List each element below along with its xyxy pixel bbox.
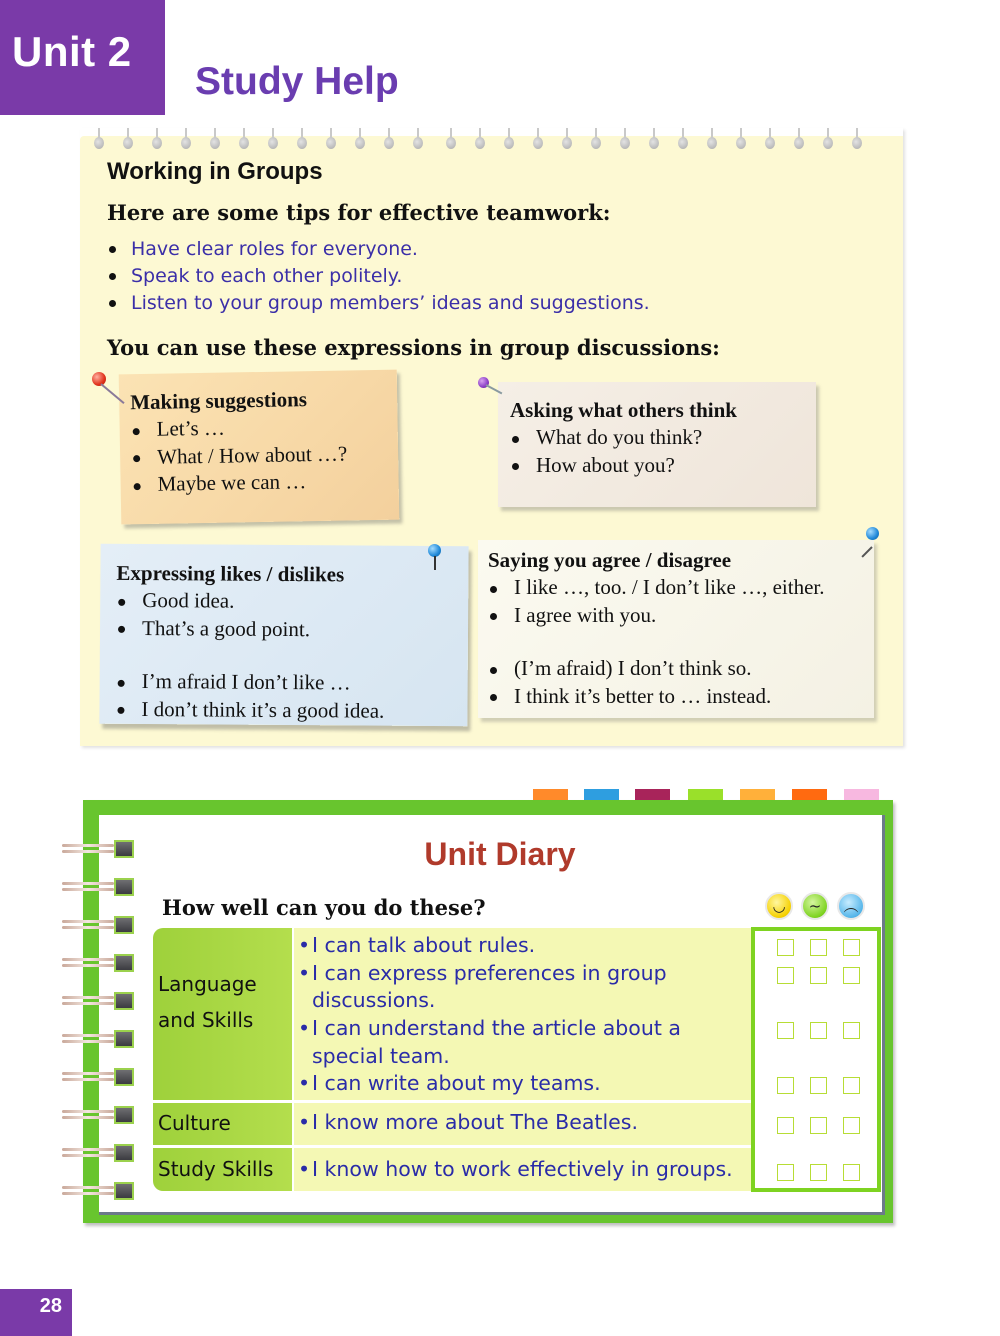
binding-ring-icon <box>707 137 717 149</box>
rating-checkbox-sad[interactable] <box>843 1022 860 1039</box>
spiral-ring-icon <box>62 1030 137 1048</box>
binding-ring-icon <box>94 137 104 149</box>
binding-ring-icon <box>384 137 394 149</box>
can-do-item-cont: special team. <box>312 1044 450 1068</box>
binding-ring-icon <box>210 137 220 149</box>
can-do-item: •I know how to work effectively in groups. <box>298 1157 733 1181</box>
bullet-icon <box>109 300 116 307</box>
smiley-neutral-icon: ~ <box>801 892 829 920</box>
tips-intro: Here are some tips for effective teamwork: <box>107 200 611 225</box>
smiley-sad-icon: ︵ <box>837 892 865 920</box>
note-item: I think it’s better to … instead. <box>488 683 874 711</box>
binding-ring-icon <box>736 137 746 149</box>
bullet-icon <box>109 273 116 280</box>
note-item: Let’s … <box>130 412 397 444</box>
binding-ring-icon <box>355 137 365 149</box>
bullet-icon <box>490 613 497 620</box>
rating-checkbox-happy[interactable] <box>777 1117 794 1134</box>
tip-item: Have clear roles for everyone. <box>107 236 650 263</box>
rating-checkbox-happy[interactable] <box>777 1077 794 1094</box>
bullet-icon <box>118 599 125 606</box>
can-do-item: •I can write about my teams. <box>298 1071 601 1095</box>
rating-checkbox-happy[interactable] <box>777 1022 794 1039</box>
rating-legend <box>765 892 870 922</box>
binding-ring-icon <box>794 137 804 149</box>
rating-checkbox-neutral[interactable] <box>810 1164 827 1181</box>
note-expressing-likes <box>99 544 468 727</box>
binding-ring-icon <box>268 137 278 149</box>
can-do-item-cont: discussions. <box>312 988 436 1012</box>
binding-ring-icon <box>533 137 543 149</box>
spiral-ring-icon <box>62 1144 137 1162</box>
binding-ring-icon <box>446 137 456 149</box>
bullet-icon <box>133 428 140 435</box>
unit-tab <box>0 0 165 115</box>
note-agree-disagree <box>478 540 874 718</box>
binding-ring-icon <box>504 137 514 149</box>
tips-list <box>107 236 650 317</box>
binding-ring-icon <box>562 137 572 149</box>
note-item: I don’t think it’s a good idea. <box>115 695 467 725</box>
rating-checkbox-sad[interactable] <box>843 1117 860 1134</box>
note-item: Maybe we can … <box>131 467 398 499</box>
bullet-icon <box>118 680 125 687</box>
rating-checkbox-happy[interactable] <box>777 939 794 956</box>
rating-checkbox-neutral[interactable] <box>810 967 827 984</box>
diary-question: How well can you do these? <box>162 895 486 920</box>
binding-ring-icon <box>123 137 133 149</box>
rating-checkbox-neutral[interactable] <box>810 1077 827 1094</box>
spiral-ring-icon <box>62 1068 137 1086</box>
binding-ring-icon <box>591 137 601 149</box>
note-title: Saying you agree / disagree <box>488 548 732 572</box>
items-study-skills <box>294 1148 753 1191</box>
binding-ring-icon <box>239 137 249 149</box>
note-item: I like …, too. / I don’t like …, either. <box>488 574 874 602</box>
bullet-icon <box>490 586 497 593</box>
binding-ring-icon <box>620 137 630 149</box>
note-item: I’m afraid I don’t like … <box>116 668 468 698</box>
note-item: How about you? <box>510 452 816 480</box>
spiral-ring-icon <box>62 916 137 934</box>
rating-checkbox-sad[interactable] <box>843 1164 860 1181</box>
binding-ring-icon <box>413 137 423 149</box>
spiral-ring-icon <box>62 1106 137 1124</box>
category-language-skills: Language and Skills <box>153 928 292 1100</box>
binding-ring-icon <box>678 137 688 149</box>
note-item: I agree with you. <box>488 602 874 630</box>
note-item: What / How about …? <box>131 439 398 471</box>
page-number: 28 <box>39 1295 62 1317</box>
note-item: That’s a good point. <box>116 614 468 644</box>
unit-label: Unit 2 <box>12 28 132 75</box>
binding-ring-icon <box>649 137 659 149</box>
bullet-icon <box>118 626 125 633</box>
binding-ring-icon <box>475 137 485 149</box>
bullet-icon <box>109 246 116 253</box>
binding-ring-icon <box>297 137 307 149</box>
bullet-icon <box>512 436 519 443</box>
can-do-item: •I know more about The Beatles. <box>298 1110 638 1134</box>
note-title: Making suggestions <box>129 387 308 415</box>
binding-ring-icon <box>765 137 775 149</box>
note-title: Expressing likes / dislikes <box>116 560 345 587</box>
tip-item: Listen to your group members’ ideas and suggestions. <box>107 290 650 317</box>
bullet-icon <box>490 694 497 701</box>
spiral-ring-icon <box>62 954 137 972</box>
pushpin-needle <box>434 556 436 570</box>
self-assessment-table <box>153 928 753 1191</box>
can-do-item: •I can understand the article about a <box>298 1016 681 1040</box>
bullet-icon <box>490 667 497 674</box>
rating-checkbox-sad[interactable] <box>843 939 860 956</box>
rating-checkboxes <box>751 927 881 1192</box>
note-item: Good idea. <box>116 587 468 617</box>
can-do-item: •I can express preferences in group <box>298 961 667 985</box>
category-study-skills: Study Skills <box>153 1148 292 1191</box>
bullet-icon <box>117 707 124 714</box>
binding-ring-icon <box>852 137 862 149</box>
rating-checkbox-sad[interactable] <box>843 1077 860 1094</box>
category-culture: Culture <box>153 1103 292 1145</box>
note-asking-others <box>498 382 816 507</box>
binding-ring-icon <box>823 137 833 149</box>
binding-ring-icon <box>181 137 191 149</box>
rating-checkbox-happy[interactable] <box>777 1164 794 1181</box>
rating-checkbox-neutral[interactable] <box>810 939 827 956</box>
note-item: (I’m afraid) I don’t think so. <box>488 655 874 683</box>
items-culture <box>294 1103 753 1145</box>
rating-checkbox-neutral[interactable] <box>810 1022 827 1039</box>
note-making-suggestions <box>119 370 400 525</box>
spiral-ring-icon <box>62 992 137 1010</box>
tip-item: Speak to each other politely. <box>107 263 650 290</box>
bullet-icon <box>133 455 140 462</box>
spiral-ring-icon <box>62 878 137 896</box>
diary-title: Unit Diary <box>424 836 576 872</box>
red-pushpin-icon <box>92 372 106 386</box>
expressions-intro: You can use these expressions in group discussions: <box>107 335 720 360</box>
items-language-skills <box>294 928 753 1100</box>
smiley-happy-icon: ◡ <box>765 892 793 920</box>
rating-checkbox-sad[interactable] <box>843 967 860 984</box>
page-title: Study Help <box>195 60 399 103</box>
page-number-box <box>0 1289 72 1336</box>
bullet-icon <box>512 463 519 470</box>
binding-ring-icon <box>326 137 336 149</box>
spiral-ring-icon <box>62 1182 137 1200</box>
binding-ring-icon <box>152 137 162 149</box>
rating-checkbox-neutral[interactable] <box>810 1117 827 1134</box>
section-heading: Working in Groups <box>107 158 323 185</box>
bullet-icon <box>134 483 141 490</box>
blue-pushpin-icon <box>866 527 879 540</box>
can-do-item: •I can talk about rules. <box>298 933 536 957</box>
notepad-binding <box>80 128 903 158</box>
rating-checkbox-happy[interactable] <box>777 967 794 984</box>
note-title: Asking what others think <box>510 398 737 422</box>
note-item: What do you think? <box>510 424 816 452</box>
